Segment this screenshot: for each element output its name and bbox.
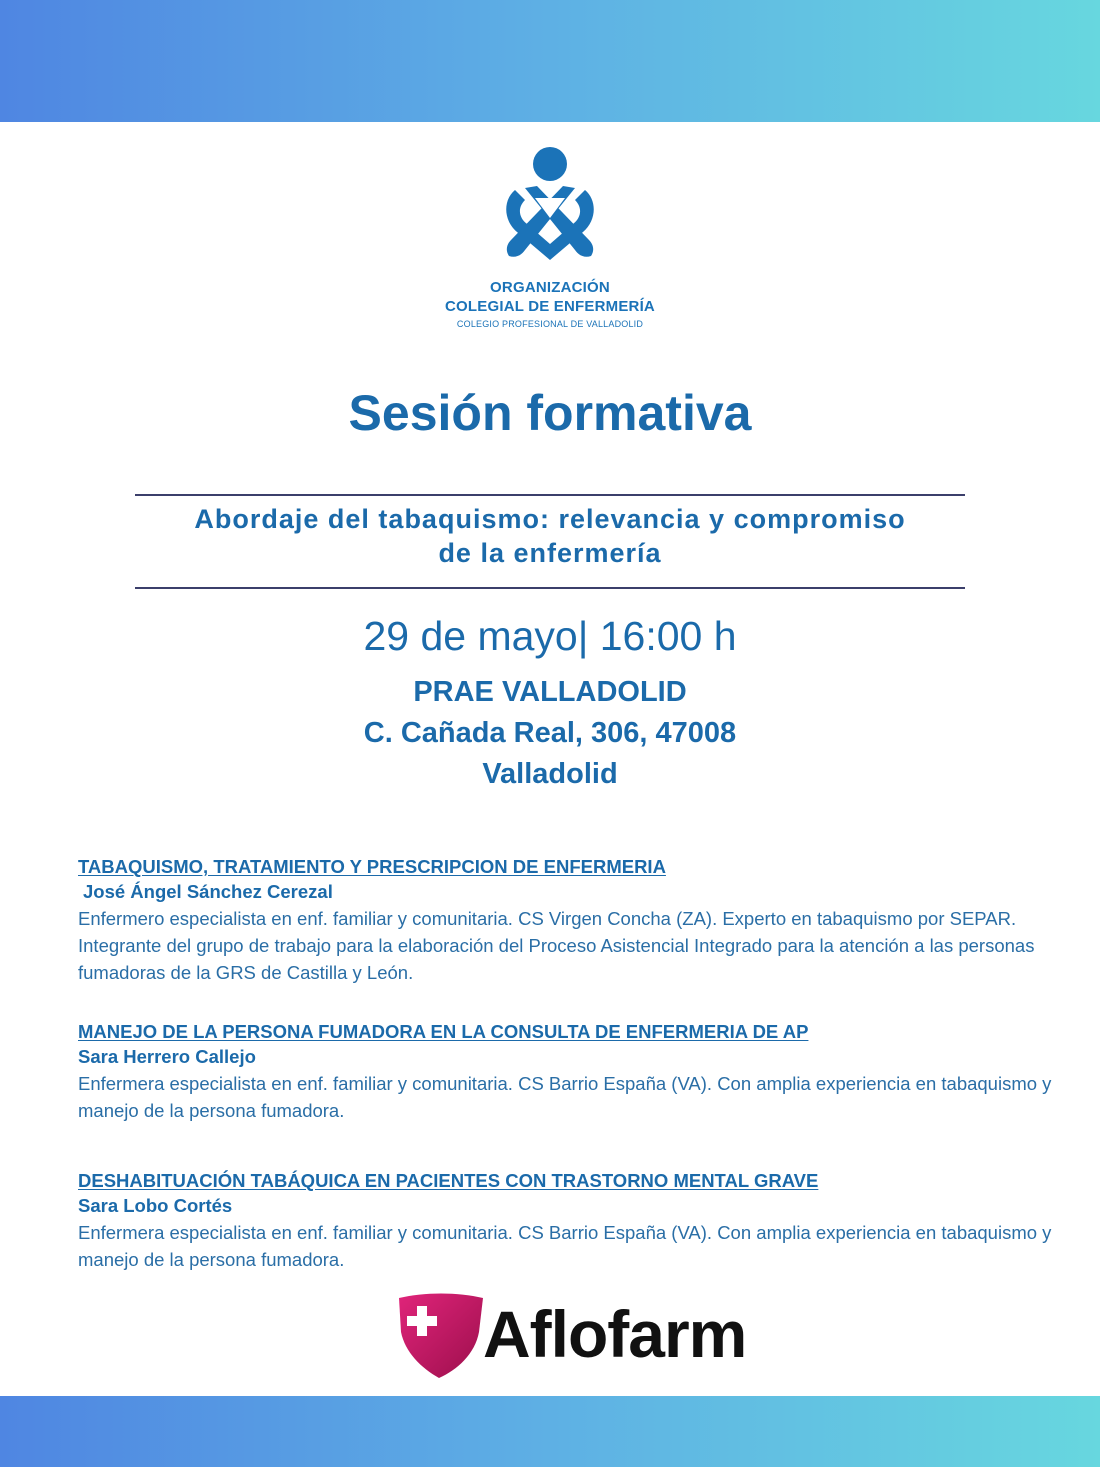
- session-speaker: José Ángel Sánchez Cerezal: [83, 881, 333, 902]
- shield-cross-icon: [395, 1288, 487, 1380]
- session-description: Enfermera especialista en enf. familiar y comunitaria. CS Barrio España (VA). Con amplia experiencia en tabaquismo y manejo de la persona fumadora.: [78, 1073, 1052, 1121]
- top-gradient-band: [0, 0, 1100, 122]
- session-description: Enfermera especialista en enf. familiar y comunitaria. CS Barrio España (VA). Con amplia experiencia en tabaquismo y manejo de la persona fumadora.: [78, 1222, 1052, 1270]
- venue-address: C. Cañada Real, 306, 47008: [363, 717, 737, 749]
- session-title[interactable]: TABAQUISMO, TRATAMIENTO Y PRESCRIPCION DE ENFERMERIA: [78, 856, 666, 877]
- event-venue: [0, 672, 1100, 795]
- session-2: [78, 1020, 1078, 1124]
- nurse-figure-icon: [495, 140, 605, 278]
- event-subtitle-line2: de la enfermería: [438, 538, 662, 568]
- organization-name-line2: COLEGIAL DE ENFERMERÍA: [445, 298, 655, 315]
- session-title[interactable]: DESHABITUACIÓN TABÁQUICA EN PACIENTES CON TRASTORNO MENTAL GRAVE: [78, 1170, 819, 1191]
- organization-name-line1: ORGANIZACIÓN: [490, 279, 610, 296]
- session-title[interactable]: MANEJO DE LA PERSONA FUMADORA EN LA CONSULTA DE ENFERMERIA DE AP: [78, 1021, 809, 1042]
- organization-subline: COLEGIO PROFESIONAL DE VALLADOLID: [456, 319, 644, 329]
- venue-name: PRAE VALLADOLID: [413, 676, 687, 708]
- session-speaker: Sara Lobo Cortés: [78, 1195, 233, 1216]
- event-subtitle-line1: Abordaje del tabaquismo: relevancia y compromiso: [194, 504, 906, 534]
- sponsor-logo: [395, 1288, 775, 1380]
- session-description: Enfermero especialista en enf. familiar y comunitaria. CS Virgen Concha (ZA). Experto en tabaquismo por SEPAR. Integrante del grupo de trabajo para la elaboración del Proceso Asistencial Integrado para la atención a las personas fumadoras de la GRS de Castilla y León.: [78, 908, 1035, 983]
- organization-logo: [0, 140, 1100, 330]
- event-subtitle: [135, 502, 965, 570]
- sponsor-name: Aflofarm: [483, 1297, 747, 1371]
- venue-city: Valladolid: [482, 758, 618, 790]
- bottom-gradient-band: [0, 1396, 1100, 1467]
- page-title: Sesión formativa: [348, 385, 752, 441]
- event-datetime: 29 de mayo| 16:00 h: [363, 613, 737, 659]
- session-speaker: Sara Herrero Callejo: [78, 1046, 256, 1067]
- divider-top: [135, 494, 965, 496]
- session-1: [78, 855, 1078, 986]
- session-3: [78, 1169, 1078, 1273]
- divider-bottom: [135, 587, 965, 589]
